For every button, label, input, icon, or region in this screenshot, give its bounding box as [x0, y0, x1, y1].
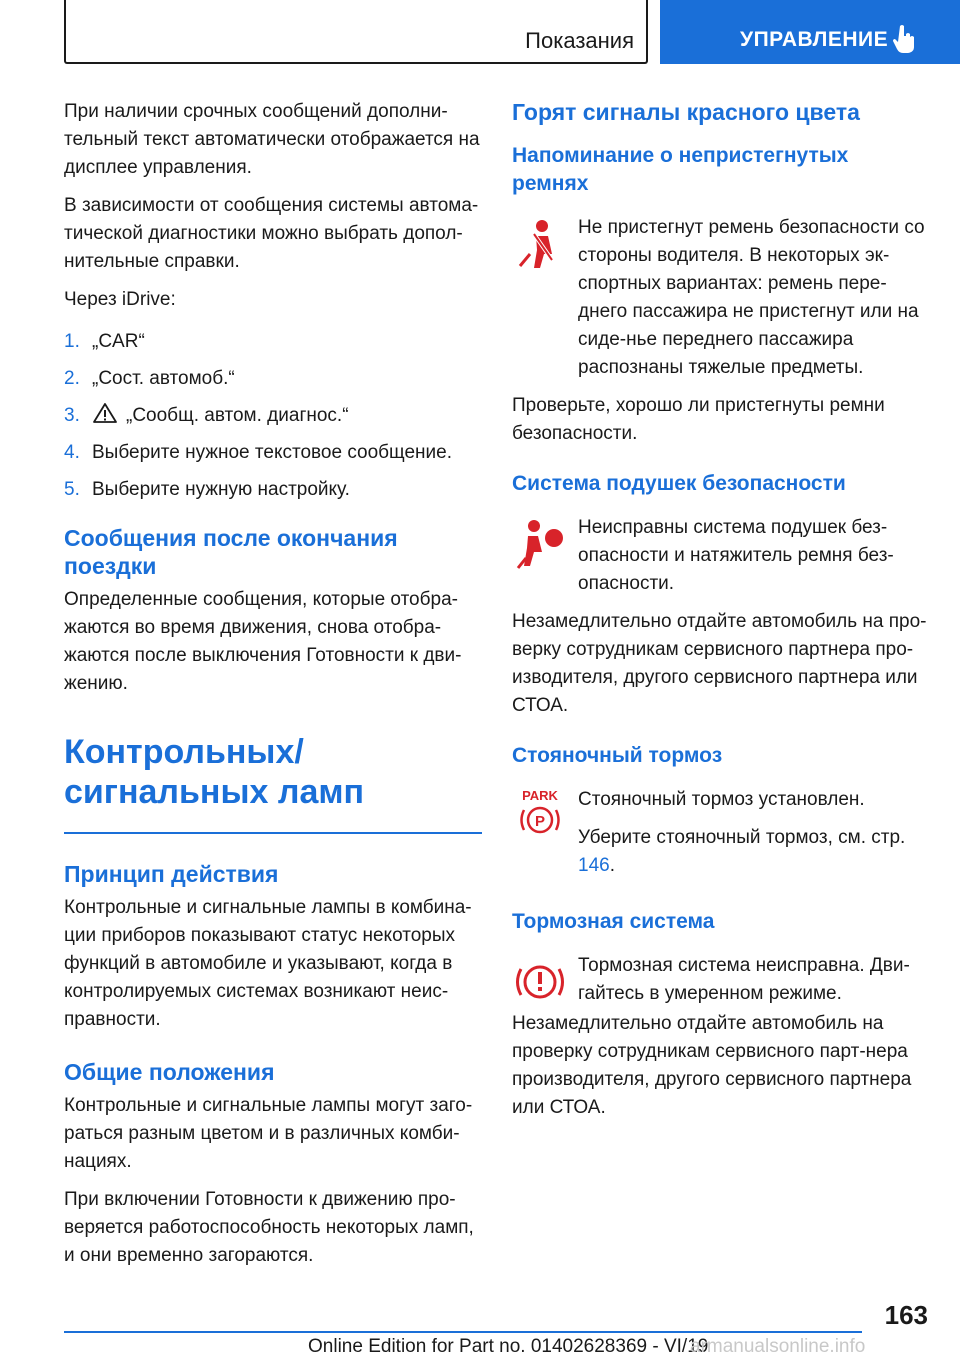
list-item — [64, 365, 482, 393]
park-icon-label: PARK — [522, 788, 558, 803]
step-number: 1. — [64, 331, 80, 352]
paragraph: Незамедлительно отдайте автомобиль на проверку сотрудникам сервисного парт-нера производителя, другого сервисного партнера или СТОА. — [512, 1013, 912, 1118]
heading-general: Общие положения — [64, 1059, 275, 1085]
footer-divider — [64, 1331, 862, 1333]
warning-triangle-icon — [92, 402, 118, 424]
paragraph: Контрольные и сигнальные лампы в комбина-ции приборов показывают статус некоторых функций в автомобиле и указывают, когда в контролируемых системах возникают неис-правности. — [64, 897, 472, 1030]
paragraph: В зависимости от сообщения системы автома-тической диагностики можно выбрать допол-нительные справки. — [64, 195, 479, 272]
list-item — [64, 328, 482, 356]
seatbelt-warning-icon — [512, 214, 568, 274]
step-number: 2. — [64, 368, 80, 389]
heading-brake-system: Тормозная система — [512, 910, 715, 933]
paragraph: Проверьте, хорошо ли пристегнуты ремни безопасности. — [512, 395, 885, 444]
idrive-steps-list — [64, 328, 482, 504]
paragraph: Стояночный тормоз установлен. — [578, 789, 865, 810]
paragraph: Контрольные и сигнальные лампы могут заго-раться разным цветом и в различных комби-нациях. — [64, 1095, 473, 1172]
page-link[interactable]: 146 — [578, 855, 610, 876]
paragraph: Неисправны система подушек без-опасности и натяжитель ремня без-опасности. — [578, 517, 894, 594]
step-number: 3. — [64, 405, 80, 426]
heading-after-trip: Сообщения после окончания поездки — [64, 525, 398, 579]
chapter-tab — [660, 0, 960, 64]
list-item — [64, 439, 482, 467]
svg-text:P: P — [534, 813, 546, 830]
heading-red-signals: Горят сигналы красного цвета — [512, 99, 860, 125]
brake-system-block — [512, 952, 930, 1012]
airbag-block — [512, 514, 930, 598]
edition-note: Online Edition for Part no. 01402628369 - VI/19 — [308, 1336, 709, 1357]
step-text: Выберите нужную настройку. — [92, 479, 350, 500]
step-text: Выберите нужное текстовое сообщение. — [92, 442, 452, 463]
list-item — [64, 476, 482, 504]
list-item — [64, 402, 482, 430]
parking-brake-icon — [512, 786, 568, 846]
paragraph: Уберите стояночный тормоз, см. стр. 146. — [578, 827, 906, 876]
heading-principle: Принцип действия — [64, 861, 279, 887]
airbag-warning-icon — [512, 514, 568, 574]
heading-seatbelt: Напоминание о непристегнутых ремнях — [512, 144, 849, 195]
paragraph: Не пристегнут ремень безопасности со стороны водителя. В некоторых эк-спортных вариантах: ремень пере-днего пассажира не пристегнут или на сиде-нье переднего пассажира распознаны тяжелые предметы. — [578, 217, 925, 378]
section-tab — [64, 0, 648, 64]
left-column — [64, 98, 482, 1280]
section-label: Показания — [525, 28, 634, 53]
step-text: „Сост. автомоб.“ — [92, 368, 235, 389]
seatbelt-block — [512, 214, 930, 382]
page-number: 163 — [884, 1300, 928, 1330]
step-number: 4. — [64, 442, 80, 463]
chapter-label: УПРАВЛЕНИЕ — [740, 28, 889, 51]
step-text: „Сообщ. автом. диагнос.“ — [126, 405, 349, 426]
parking-brake-block — [512, 786, 930, 880]
section-title-lamps: Контрольных/сигнальных ламп — [64, 732, 482, 834]
pointing-hand-icon — [892, 24, 918, 54]
step-number: 5. — [64, 479, 80, 500]
right-column — [512, 98, 930, 1132]
paragraph: При включении Готовности к движению про-веряется работоспособность некоторых ламп, и они временно загораются. — [64, 1189, 474, 1266]
heading-parking-brake: Стояночный тормоз — [512, 744, 723, 767]
paragraph: Через iDrive: — [64, 289, 176, 310]
step-text: „CAR“ — [92, 331, 145, 352]
heading-airbag: Система подушек безопасности — [512, 472, 846, 495]
paragraph: Определенные сообщения, которые отобра-жаются во время движения, снова отобра-жаются после выключения Готовности к дви-жению. — [64, 589, 462, 694]
paragraph: Незамедлительно отдайте автомобиль на про-верку сотрудникам сервисного партнера про-изводителя, другого сервисного партнера или СТОА. — [512, 611, 927, 716]
paragraph: Тормозная система неисправна. Дви-гайтесь в умеренном режиме. — [578, 955, 910, 1004]
watermark: armanualsonline.info — [690, 1336, 866, 1357]
paragraph: При наличии срочных сообщений дополни-тельный текст автоматически отображается на дисплее управления. — [64, 101, 480, 178]
brake-warning-icon — [512, 952, 568, 1012]
